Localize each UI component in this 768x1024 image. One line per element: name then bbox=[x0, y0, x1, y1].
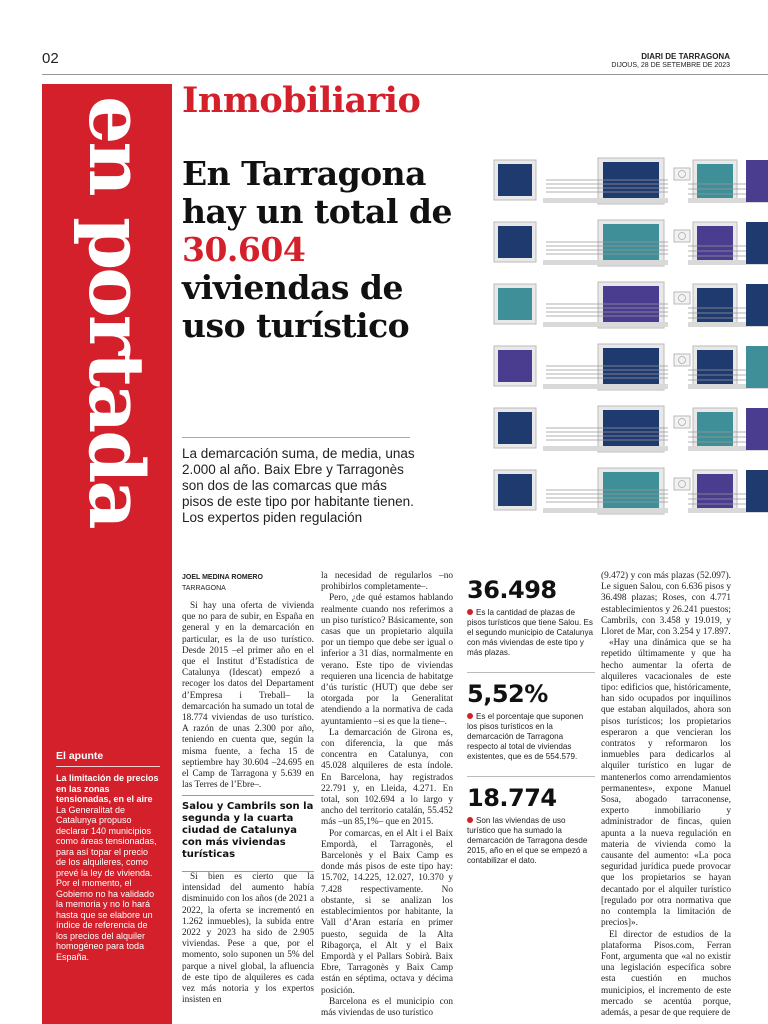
column-4 bbox=[601, 571, 731, 1019]
window-glass bbox=[603, 286, 659, 324]
balcony-slab bbox=[543, 322, 668, 327]
headline-part-1: En Tarragona hay un total de bbox=[182, 154, 452, 231]
window-glass bbox=[603, 348, 659, 386]
headline-number: 30.604 bbox=[182, 230, 306, 269]
ac-unit bbox=[674, 416, 690, 428]
paragraph: Si bien es cierto que la intensidad del aumento había disminuido con los años (de 2021 a 2022, la oferta se incrementó en 1.262 inmuebles), la subida entre 2022 y 2023 ha sido de 2.905 viviendas. Pese a que, por el momento, solo suponen un 5% del parque a nivel global, la afluencia de este tipo de alquileres es cada vez más notoria y los expertos insisten en bbox=[182, 872, 314, 1006]
column-2 bbox=[182, 872, 314, 1006]
window-glass bbox=[697, 164, 733, 198]
ac-unit bbox=[674, 168, 690, 180]
window-glass bbox=[746, 408, 768, 450]
ac-unit bbox=[674, 230, 690, 242]
author-location: TARRAGONA bbox=[182, 585, 226, 592]
window-glass bbox=[498, 226, 532, 258]
paragraph: La demarcación de Girona es, con diferencia, la que más concentra en Catalunya, con 45.028 alquileres de esta índole. En Barcelona, hay registrados 22.791 y, en Lleida, 4.271. En total, son 102.694 a lo largo y ancho del territorio catalán, 55.452 más –un 85,1%– que en 2015. bbox=[321, 727, 453, 828]
window-glass bbox=[697, 288, 733, 322]
bullet-dot-icon bbox=[467, 713, 473, 719]
column-1 bbox=[182, 601, 314, 791]
window-glass bbox=[498, 412, 532, 444]
window-glass bbox=[697, 412, 733, 446]
stat-block-3 bbox=[467, 784, 595, 866]
stat-value: 5,52% bbox=[467, 680, 548, 708]
building-illustration bbox=[488, 155, 768, 537]
bullet-dot-icon bbox=[467, 817, 473, 823]
window-glass bbox=[697, 474, 733, 508]
window-glass bbox=[498, 350, 532, 382]
ac-unit bbox=[674, 354, 690, 366]
stat-block-1 bbox=[467, 576, 595, 658]
subtitle-box: Salou y Cambrils son la segunda y la cuarta ciudad de Catalunya con más viviendas turísticas bbox=[182, 795, 314, 872]
paragraph: Por comarcas, en el Alt i el Baix Empordà, el Tarragonès, el Barcelonès y el Baix Camp es donde más pisos de este tipo hay: 15.702, 14.225, 12.027, 10.370 y 7.428 respectivamente. No obstante, si se analizan los establecimientos por habitante, la Vall d’Aran estaría en primer puesto, seguida de la Alta Ribagorça, el Alt y el Baix Empordà y el Pallars Sobirà. Baix Ebre, Tarragonès y Baix Camp están en séptima, octava y décima posición. bbox=[321, 828, 453, 996]
stat-value: 18.774 bbox=[467, 784, 557, 812]
window-glass bbox=[746, 160, 768, 202]
subhead: La demarcación suma, de media, unas 2.000 al año. Baix Ebre y Tarragonès son dos de las comarcas que más pisos de este tipo por habitante tienen. Los expertos piden regulación bbox=[182, 446, 415, 525]
bullet-dot-icon bbox=[467, 609, 473, 615]
balcony-slab bbox=[543, 508, 668, 513]
paragraph: Si hay una oferta de vivienda que no para de subir, en España en general y en la demarcación en particular, es la de uso turístico. Desde 2015 –el primer año en el que el Institut d’Estadística de Catalunya (Idescat) empezó a recoger los datos del Departament d’Empresa i Treball– la demarcación ha sumado un total de 18.774 viviendas de uso turístico. A razón de unas 2.300 por año, teniendo en cuenta que, según la misma fuente, a fecha 15 de septiembre hay 30.604 –24.695 en el Camp de Tarragona y 5.639 en las Terres de l’Ebre–. bbox=[182, 601, 314, 791]
ac-unit bbox=[674, 292, 690, 304]
window-glass bbox=[498, 288, 532, 320]
masthead bbox=[611, 52, 730, 70]
window-glass bbox=[746, 222, 768, 264]
paragraph: «Hay una dinámica que se ha repetido últimamente y que ha hecho aumentar la oferta de alquileres vacacionales de este tipo: edificios que, históricamente, han sido ocupados por inquilinos que estaban alquilados, ahora son pisos turísticos; los propietarios esperaron a que vencieran los contratos y reformaron los inmuebles para dedicarlos al alquiler turístico en lugar de mantenerlos como arrendamientos permanentes», expone Manuel Sosa, abogado tarraconense, experto inmobiliario y administrador de fincas, quien apunta a la nueva regulación en materia de vivienda como la causante del aumento: «La poca seguridad jurídica puede provocar que los propietarios se hayan decantado por el alquiler turístico [regulado por otra normativa que no contempla la limitación de precios]». bbox=[601, 638, 731, 929]
window-glass bbox=[603, 410, 659, 448]
stat-description bbox=[467, 816, 595, 866]
stat-divider bbox=[467, 672, 595, 673]
headline-part-2: viviendas de uso turístico bbox=[182, 268, 410, 345]
window-glass bbox=[697, 226, 733, 260]
window-glass bbox=[746, 346, 768, 388]
window-glass bbox=[603, 224, 659, 262]
ac-unit bbox=[674, 478, 690, 490]
window-glass bbox=[603, 472, 659, 510]
top-rule bbox=[42, 74, 768, 75]
subhead-rule bbox=[182, 437, 410, 438]
balcony-slab bbox=[543, 260, 668, 265]
window-glass bbox=[498, 474, 532, 506]
apunte-lead: La limitación de precios en las zonas tensionadas, en el aire bbox=[56, 773, 159, 804]
stat-description bbox=[467, 608, 595, 658]
stat-description bbox=[467, 712, 595, 762]
paragraph: El director de estudios de la plataforma Pisos.com, Ferran Font, argumenta que «al no existir una legislación específica sobre esta cuestión en muchos municipios, el incremento de este mercado se acentúa porque, además, a pesar de que requiere de bbox=[601, 929, 731, 1018]
column-3 bbox=[321, 571, 453, 1019]
window-glass bbox=[603, 162, 659, 200]
vertical-title: en portada bbox=[72, 96, 161, 527]
vertical-title-wrap bbox=[42, 96, 172, 566]
apunte-body: La Generalitat de Catalunya propuso declarar 140 municipios como áreas tensionadas, para así topar el precio de los alquileres, como prevé la ley de vivienda. Por el momento, el Gobierno no ha validado la memoria y no lo hará hasta que se elabore un índice de referencia de los precios del alquiler homogéneo para toda España. bbox=[56, 804, 157, 962]
headline bbox=[182, 155, 472, 345]
author-name: JOEL MEDINA ROMERO bbox=[182, 574, 263, 581]
stat-block-2 bbox=[467, 680, 595, 762]
stat-text: Es el porcentaje que suponen los pisos turísticos en la demarcación de Tarragona respecto al total de viviendas existentes, que es de 554.579. bbox=[467, 712, 584, 761]
window-glass bbox=[746, 470, 768, 512]
paragraph: (9.472) y con más plazas (52.097). Le siguen Salou, con 6.636 pisos y 36.498 plazas; Roses, con 4.771 establecimientos y 26.241 puestos; Cambrils, con 3.458 y 19.019, y Lloret de Mar, con 3.254 y 17.897. bbox=[601, 571, 731, 638]
stat-value: 36.498 bbox=[467, 576, 557, 604]
newspaper-name: DIARI DE TARRAGONA bbox=[641, 52, 730, 61]
page-number: 02 bbox=[42, 50, 59, 67]
paragraph: Barcelona es el municipio con más viviendas de uso turístico bbox=[321, 996, 453, 1018]
window-glass bbox=[697, 350, 733, 384]
byline bbox=[182, 572, 263, 594]
balcony-slab bbox=[543, 384, 668, 389]
apunte-box bbox=[56, 750, 160, 962]
window-glass bbox=[746, 284, 768, 326]
stat-text: Son las viviendas de uso turístico que ha sumado la demarcación de Tarragona desde 2015, año en el que se empezó a contabilizar el dato. bbox=[467, 816, 588, 865]
section-title: Inmobiliario bbox=[182, 80, 421, 121]
window-glass bbox=[498, 164, 532, 196]
stat-divider bbox=[467, 776, 595, 777]
balcony-slab bbox=[543, 446, 668, 451]
apunte-title: El apunte bbox=[56, 750, 160, 767]
stat-text: Es la cantidad de plazas de pisos turísticos que tiene Salou. Es el segundo municipio de Catalunya con más viviendas de este tipo y más plazas. bbox=[467, 608, 593, 657]
paragraph: Pero, ¿de qué estamos hablando realmente cuando nos referimos a un piso turístico? Básicamente, son casas que un propietario alquila por un tiempo que debe ser igual o inferior a 31 días, normalmente en verano. Este tipo de viviendas requieren una licencia de habitatge d’ús turístic (HUT) que debe ser otorgada por la Generalitat atendiendo a la normativa de cada ayuntamiento –si es que la tiene–. bbox=[321, 593, 453, 727]
balcony-slab bbox=[543, 198, 668, 203]
paragraph: la necesidad de regularlos –no prohibirlos completamente–. bbox=[321, 571, 453, 593]
issue-date: DIJOUS, 28 DE SETEMBRE DE 2023 bbox=[611, 62, 730, 69]
